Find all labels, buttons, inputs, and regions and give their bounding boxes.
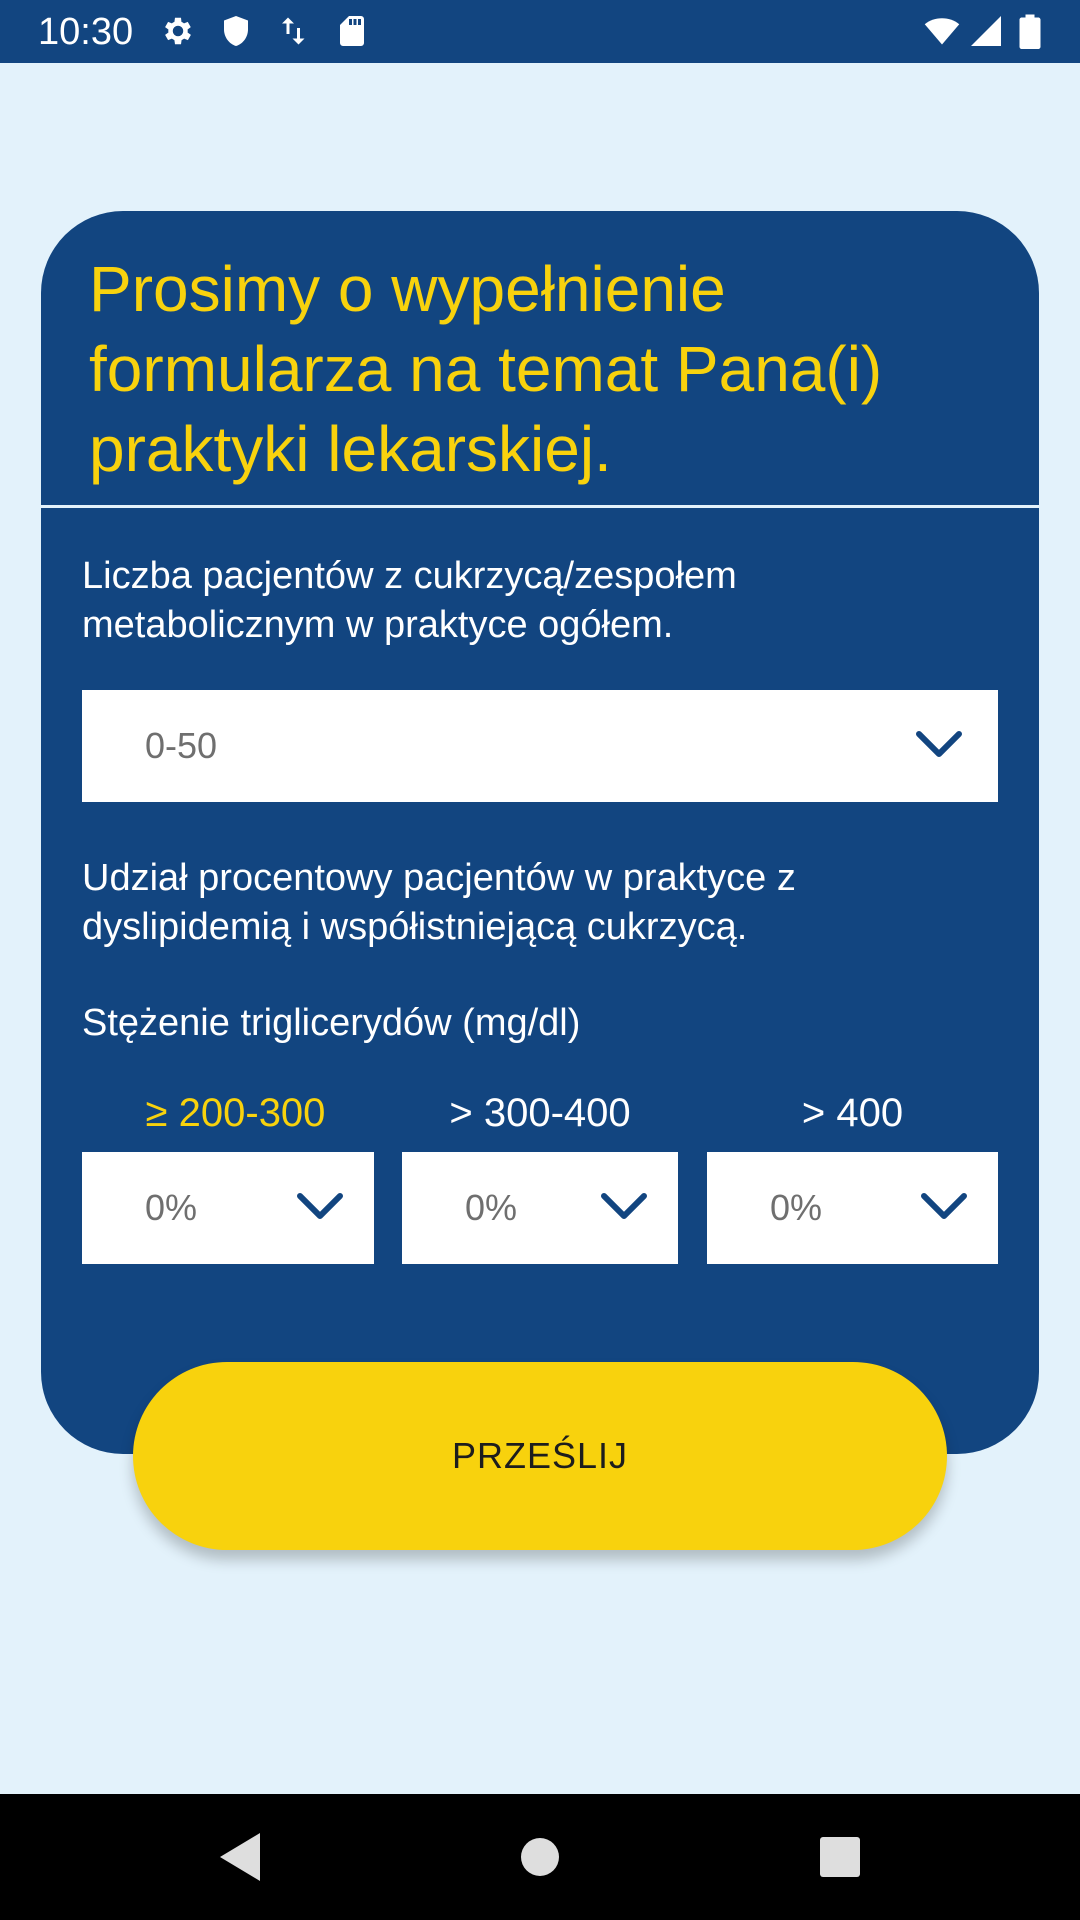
percentage-value-300-400: 0% bbox=[465, 1187, 518, 1228]
percentage-select-200-300[interactable] bbox=[82, 1152, 374, 1264]
percentage-select-300-400[interactable] bbox=[402, 1152, 678, 1264]
signal-icon bbox=[968, 13, 1004, 49]
status-time: 10:30 bbox=[38, 11, 134, 53]
home-icon[interactable] bbox=[510, 1827, 570, 1887]
percentage-value-200-300: 0% bbox=[145, 1187, 198, 1228]
gear-icon bbox=[160, 13, 196, 49]
patients-count-select[interactable] bbox=[82, 690, 998, 802]
status-bar bbox=[0, 0, 1080, 63]
back-icon[interactable] bbox=[208, 1827, 268, 1887]
chevron-down-icon bbox=[296, 1190, 344, 1224]
chevron-down-icon bbox=[915, 728, 963, 762]
navigation-bar bbox=[0, 1794, 1080, 1920]
submit-button[interactable]: PRZEŚLIJ bbox=[133, 1362, 947, 1550]
patients-count-value: 0-50 bbox=[145, 725, 218, 766]
triglycerides-label: Stężenie triglicerydów (mg/dl) bbox=[82, 1002, 581, 1044]
shield-icon bbox=[218, 13, 254, 49]
question-patients-count: Liczba pacjentów z cukrzycą/zespołem metabolicznym w praktyce ogółem. bbox=[82, 555, 737, 646]
title-divider bbox=[41, 505, 1039, 508]
battery-icon bbox=[1016, 13, 1044, 49]
percentage-value-400: 0% bbox=[770, 1187, 823, 1228]
question-percentage: Udział procentowy pacjentów w praktyce z dyslipidemią i współistniejącą cukrzycą. bbox=[82, 857, 796, 948]
percentage-select-400[interactable] bbox=[707, 1152, 998, 1264]
column-header-400: > 400 bbox=[801, 1091, 904, 1135]
form-card bbox=[41, 211, 1039, 1454]
data-transfer-icon bbox=[276, 13, 312, 49]
chevron-down-icon bbox=[920, 1190, 968, 1224]
chevron-down-icon bbox=[600, 1190, 648, 1224]
recents-icon[interactable] bbox=[810, 1827, 870, 1887]
column-header-300-400: > 300-400 bbox=[449, 1091, 631, 1135]
wifi-icon bbox=[920, 13, 964, 49]
sd-card-icon bbox=[334, 13, 370, 49]
column-header-200-300: ≥ 200-300 bbox=[145, 1091, 326, 1135]
form-title: Prosimy o wypełnienie formularza na temat Pana(i) praktyki lekarskiej. bbox=[89, 253, 883, 485]
